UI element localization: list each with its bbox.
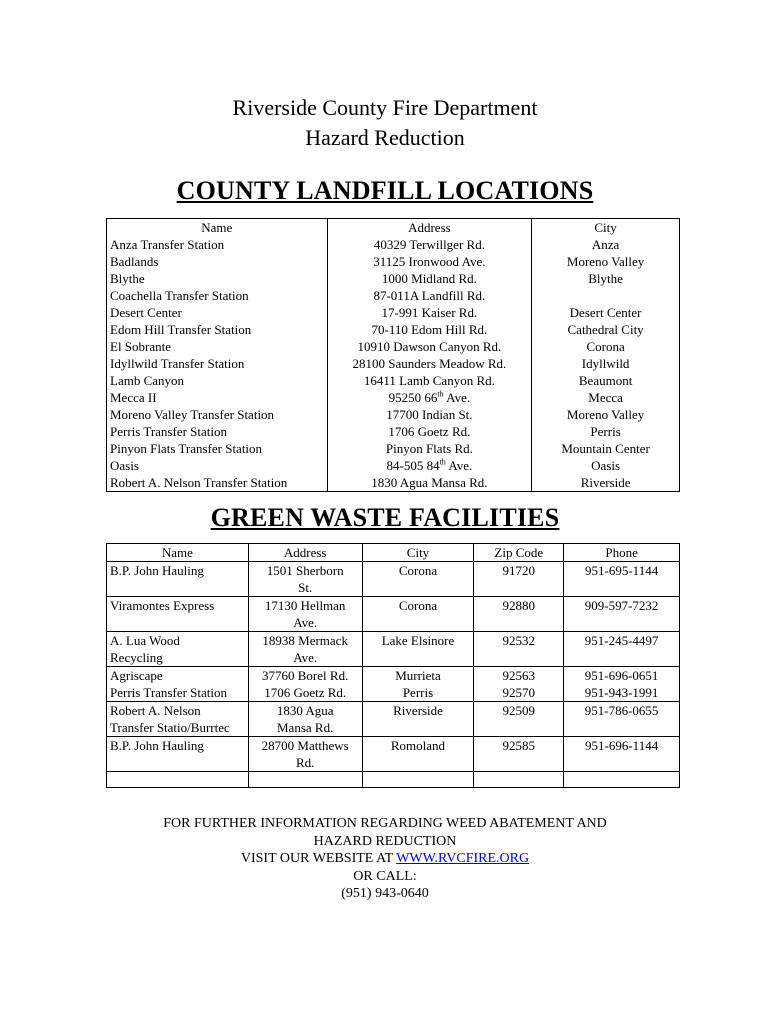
table-row [107, 253, 680, 270]
landfill-name: Lamb Canyon [107, 372, 328, 389]
column-header-name: Name [107, 544, 249, 562]
landfill-city: Riverside [532, 474, 680, 492]
landfill-name: Mecca II [107, 389, 328, 406]
facility-address: 1830 Agua Mansa Rd. [248, 702, 362, 737]
table-row [107, 457, 680, 474]
table-row [107, 406, 680, 423]
table-row [107, 338, 680, 355]
footer-line-1: FOR FURTHER INFORMATION REGARDING WEED ABATEMENT AND [163, 816, 607, 831]
landfill-name: Edom Hill Transfer Station [107, 321, 328, 338]
column-header-zip: Zip Code [474, 544, 564, 562]
column-header-city: City [532, 219, 680, 237]
landfill-name: El Sobrante [107, 338, 328, 355]
table-row [107, 304, 680, 321]
empty-cell [474, 772, 564, 788]
facility-phone: 951-695-1144 [564, 562, 680, 597]
table-row [107, 372, 680, 389]
column-header-phone: Phone [564, 544, 680, 562]
table-row [107, 632, 680, 667]
landfill-name: Perris Transfer Station [107, 423, 328, 440]
landfill-name: Robert A. Nelson Transfer Station [107, 474, 328, 492]
landfill-address: 1830 Agua Mansa Rd. [327, 474, 532, 492]
table-row [107, 389, 680, 406]
facility-name: A. Lua Wood Recycling [107, 632, 249, 667]
landfill-address: 17-991 Kaiser Rd. [327, 304, 532, 321]
facility-phone: 951-696-1144 [564, 737, 680, 772]
landfill-city: Oasis [532, 457, 680, 474]
empty-cell [362, 772, 474, 788]
facility-address: 1501 Sherborn St. [248, 562, 362, 597]
table-row [107, 287, 680, 304]
table-row [107, 440, 680, 457]
facility-city: Murrieta Perris [362, 667, 474, 702]
landfill-name: Desert Center [107, 304, 328, 321]
landfill-city: Blythe [532, 270, 680, 287]
landfill-city: Corona [532, 338, 680, 355]
landfill-name: Moreno Valley Transfer Station [107, 406, 328, 423]
column-header-address: Address [248, 544, 362, 562]
landfill-city: Cathedral City [532, 321, 680, 338]
green-waste-table [106, 543, 680, 788]
landfill-address: 40329 Terwillger Rd. [327, 236, 532, 253]
footer-line-4: OR CALL: [353, 868, 417, 884]
facility-name: Robert A. Nelson Transfer Statio/Burrtec [107, 702, 249, 737]
landfill-address: 1000 Midland Rd. [327, 270, 532, 287]
table-row [107, 562, 680, 597]
table-row [107, 236, 680, 253]
landfill-address: 16411 Lamb Canyon Rd. [327, 372, 532, 389]
facility-city: Riverside [362, 702, 474, 737]
landfill-header-row [107, 219, 680, 237]
landfill-city: Mountain Center [532, 440, 680, 457]
landfill-address: 28100 Saunders Meadow Rd. [327, 355, 532, 372]
landfill-name: Badlands [107, 253, 328, 270]
facility-name: B.P. John Hauling [107, 737, 249, 772]
landfill-address: 87-011A Landfill Rd. [327, 287, 532, 304]
footer-line-3 [0, 850, 770, 868]
footer-phone: (951) 943-0640 [341, 886, 429, 901]
landfill-address: 1706 Goetz Rd. [327, 423, 532, 440]
column-header-city: City [362, 544, 474, 562]
table-row [107, 270, 680, 287]
facility-phone: 951-786-0655 [564, 702, 680, 737]
facility-name: Agriscape Perris Transfer Station [107, 667, 249, 702]
facility-city: Corona [362, 562, 474, 597]
landfill-name: Blythe [107, 270, 328, 287]
landfill-address: Pinyon Flats Rd. [327, 440, 532, 457]
landfill-address: 31125 Ironwood Ave. [327, 253, 532, 270]
landfill-name: Pinyon Flats Transfer Station [107, 440, 328, 457]
landfill-address: 17700 Indian St. [327, 406, 532, 423]
landfill-city: Moreno Valley [532, 253, 680, 270]
landfill-city: Beaumont [532, 372, 680, 389]
landfill-city: Anza [532, 236, 680, 253]
landfill-city: Perris [532, 423, 680, 440]
facility-phone: 951-245-4497 [564, 632, 680, 667]
footer-info [0, 815, 770, 903]
facility-zip: 92509 [474, 702, 564, 737]
landfill-address: 10910 Dawson Canyon Rd. [327, 338, 532, 355]
landfill-city: Moreno Valley [532, 406, 680, 423]
facility-zip: 92532 [474, 632, 564, 667]
column-header-address: Address [327, 219, 532, 237]
facility-zip: 92563 92570 [474, 667, 564, 702]
empty-cell [248, 772, 362, 788]
empty-cell [564, 772, 680, 788]
landfill-address: 70-110 Edom Hill Rd. [327, 321, 532, 338]
landfill-name: Coachella Transfer Station [107, 287, 328, 304]
table-row [107, 355, 680, 372]
landfill-city: Desert Center [532, 304, 680, 321]
facility-city: Lake Elsinore [362, 632, 474, 667]
facility-phone: 951-696-0651 951-943-1991 [564, 667, 680, 702]
table-row [107, 423, 680, 440]
table-row [107, 474, 680, 492]
facility-phone: 909-597-7232 [564, 597, 680, 632]
facility-city: Corona [362, 597, 474, 632]
department-title: Riverside County Fire Department [232, 95, 538, 120]
facility-address: 28700 Matthews Rd. [248, 737, 362, 772]
facility-name: Viramontes Express [107, 597, 249, 632]
table-row [107, 597, 680, 632]
division-title: Hazard Reduction [305, 125, 465, 150]
green-header-row [107, 544, 680, 562]
facility-zip: 91720 [474, 562, 564, 597]
green-waste-section-title: GREEN WASTE FACILITIES [210, 503, 560, 532]
landfill-address: 95250 66th Ave. [327, 389, 532, 406]
facility-address: 37760 Borel Rd. 1706 Goetz Rd. [248, 667, 362, 702]
landfill-address: 84-505 84th Ave. [327, 457, 532, 474]
facility-name: B.P. John Hauling [107, 562, 249, 597]
facility-address: 17130 Hellman Ave. [248, 597, 362, 632]
facility-zip: 92880 [474, 597, 564, 632]
facility-address: 18938 Mermack Ave. [248, 632, 362, 667]
landfill-city [532, 287, 680, 304]
landfill-section-title: COUNTY LANDFILL LOCATIONS [176, 176, 594, 205]
table-row [107, 737, 680, 772]
table-row [107, 321, 680, 338]
landfill-table [106, 218, 680, 492]
column-header-name: Name [107, 219, 328, 237]
table-row [107, 702, 680, 737]
website-link[interactable]: WWW.RVCFIRE.ORG [396, 851, 530, 866]
landfill-name: Idyllwild Transfer Station [107, 355, 328, 372]
facility-zip: 92585 [474, 737, 564, 772]
landfill-city: Idyllwild [532, 355, 680, 372]
landfill-name: Anza Transfer Station [107, 236, 328, 253]
empty-table-row [107, 772, 680, 788]
landfill-name: Oasis [107, 457, 328, 474]
facility-city: Romoland [362, 737, 474, 772]
table-row [107, 667, 680, 702]
landfill-city: Mecca [532, 389, 680, 406]
footer-line-2: HAZARD REDUCTION [313, 833, 457, 849]
footer-visit-text: VISIT OUR WEBSITE AT [240, 851, 397, 866]
empty-cell [107, 772, 249, 788]
